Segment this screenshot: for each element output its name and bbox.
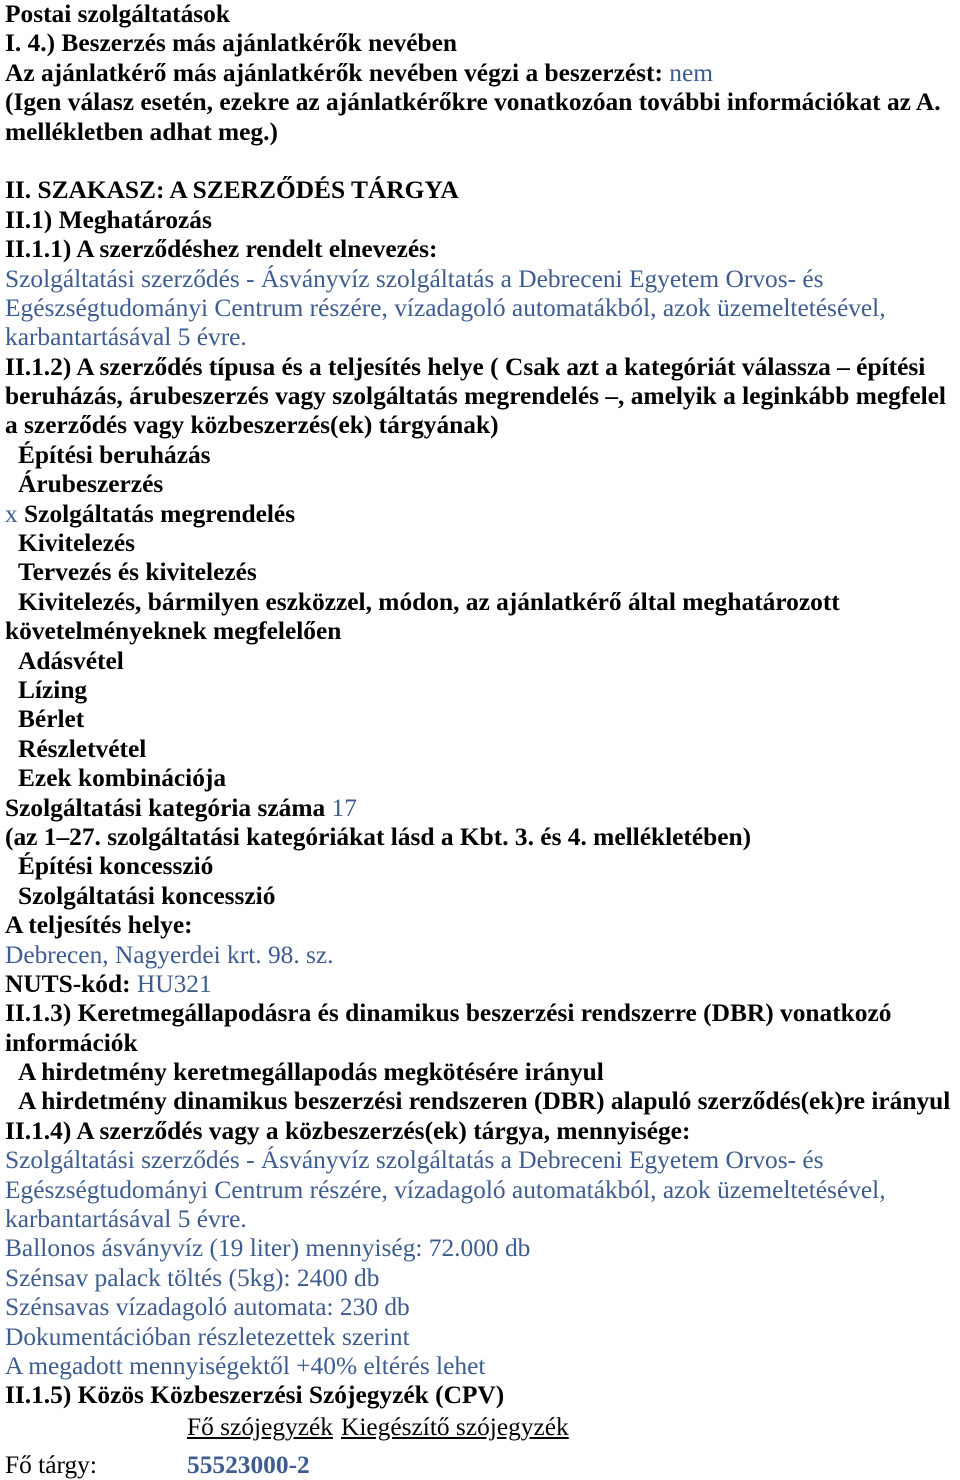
option-label: Kivitelezés <box>18 529 136 558</box>
concession-option <box>5 852 960 881</box>
works-option <box>5 529 960 558</box>
framework-option <box>5 1058 960 1087</box>
option-label: Lízing <box>18 675 88 704</box>
II-1-4-value-line: Ballonos ásványvíz (19 liter) mennyiség: 72.000 db <box>5 1234 531 1263</box>
option-label: Szolgáltatás megrendelés <box>24 499 296 528</box>
dps-option <box>5 1087 960 1116</box>
option-label: Szolgáltatási koncesszió <box>18 881 276 910</box>
II-1-5-label: II.1.5) Közös Közbeszerzési Szójegyzék (CPV) <box>5 1381 505 1410</box>
cpv-header-main: Fő szójegyzék <box>187 1413 333 1441</box>
cpv-main-code: 55523000-2 <box>187 1451 310 1479</box>
supply-option <box>5 647 960 676</box>
service-category-value: 17 <box>331 793 357 822</box>
section-II-heading: II. SZAKASZ: A SZERZŐDÉS TÁRGYA <box>5 176 459 205</box>
II-1-2-label-line: a szerződés vagy közbeszerzés(ek) tárgyának) <box>5 411 499 440</box>
contract-type-option <box>5 441 960 470</box>
II-1-4-value-line: Szénsav palack töltés (5kg): 2400 db <box>5 1263 380 1292</box>
II-1-4-value-line: Szolgáltatási szerződés - Ásványvíz szolgáltatás a Debreceni Egyetem Orvos- és <box>5 1146 824 1175</box>
option-label: Részletvétel <box>18 734 147 763</box>
option-label: A hirdetmény dinamikus beszerzési rendszeren (DBR) alapuló szerződés(ek)re irányul <box>18 1087 951 1116</box>
on-behalf-label: Az ajánlatkérő más ajánlatkérők nevében végzi a beszerzést: <box>5 58 663 87</box>
section-I4-heading: I. 4.) Beszerzés más ajánlatkérők nevében <box>5 29 458 58</box>
II-1-1-label: II.1.1) A szerződéshez rendelt elnevezés: <box>5 235 438 264</box>
option-label: Építési koncesszió <box>18 852 214 881</box>
cpv-row-label: Fő tárgy: <box>5 1451 97 1479</box>
option-label: Árubeszerzés <box>18 470 164 499</box>
nuts-row <box>5 970 960 999</box>
on-behalf-row <box>5 59 960 88</box>
works-option <box>5 558 960 587</box>
II-1-1-value-line: Szolgáltatási szerződés - Ásványvíz szolgáltatás a Debreceni Egyetem Orvos- és <box>5 264 824 293</box>
II-1-4-label: II.1.4) A szerződés vagy a közbeszerzés(ek) tárgya, mennyisége: <box>5 1116 691 1145</box>
II-1-4-value-line: Egészségtudományi Centrum részére, vízadagoló automatákból, azok üzemeltetésével, <box>5 1175 886 1204</box>
nuts-label: NUTS-kód: <box>5 969 131 998</box>
option-label: Adásvétel <box>18 646 124 675</box>
cpv-table-header <box>5 1413 960 1442</box>
concession-option <box>5 882 960 911</box>
supply-option <box>5 676 960 705</box>
II-1-3-label-line: II.1.3) Keretmegállapodásra és dinamikus beszerzési rendszerre (DBR) vonatkozó <box>5 999 892 1028</box>
II-1-2-label-line: beruházás, árubeszerzés vagy szolgáltatás megrendelés –, amelyik a leginkább megfelel <box>5 382 946 411</box>
option-mark: x <box>5 499 18 528</box>
option-label: Építési beruházás <box>18 440 211 469</box>
supply-option <box>5 735 960 764</box>
II-1-1-value-line: Egészségtudományi Centrum részére, vízadagoló automatákból, azok üzemeltetésével, <box>5 293 886 322</box>
blank-line <box>5 147 960 176</box>
supply-option <box>5 764 960 793</box>
II-1-4-value-line: Dokumentációban részletezettek szerint <box>5 1322 410 1351</box>
place-label: A teljesítés helye: <box>5 911 193 940</box>
on-behalf-note-line: (Igen válasz esetén, ezekre az ajánlatkérőkre vonatkozóan további információkat az A. <box>5 88 941 117</box>
cpv-table-row <box>5 1452 960 1478</box>
II-1-2-label-line: II.1.2) A szerződés típusa és a teljesítés helye ( Csak azt a kategóriát válassza – építési <box>5 352 926 381</box>
service-category-note: (az 1–27. szolgáltatási kategóriákat lásd a Kbt. 3. és 4. mellékletében) <box>5 822 752 851</box>
on-behalf-value: nem <box>669 58 713 87</box>
II-1-1-value-line: karbantartásával 5 évre. <box>5 323 247 352</box>
II-1-heading: II.1) Meghatározás <box>5 205 212 234</box>
II-1-3-label-line: információk <box>5 1028 138 1057</box>
on-behalf-note-line: mellékletben adhat meg.) <box>5 117 278 146</box>
works-option-continued: követelményeknek megfelelően <box>5 617 342 646</box>
option-label: Bérlet <box>18 705 85 734</box>
II-1-4-value-line: A megadott mennyiségektől +40% eltérés lehet <box>5 1351 486 1380</box>
preceding-activity-line: Postai szolgáltatások <box>5 0 230 28</box>
option-label: Kivitelezés, bármilyen eszközzel, módon, az ajánlatkérő által meghatározott <box>18 587 840 616</box>
option-label: A hirdetmény keretmegállapodás megkötésére irányul <box>18 1058 604 1087</box>
service-category-row <box>5 794 960 823</box>
II-1-4-value-line: Szénsavas vízadagoló automata: 230 db <box>5 1293 410 1322</box>
option-label: Tervezés és kivitelezés <box>18 558 257 587</box>
service-category-label: Szolgáltatási kategória száma <box>5 793 326 822</box>
II-1-4-value-line: karbantartásával 5 évre. <box>5 1205 247 1234</box>
document-body <box>5 0 960 1411</box>
supply-option <box>5 705 960 734</box>
option-label: Ezek kombinációja <box>18 764 227 793</box>
works-option <box>5 588 960 617</box>
cpv-header-supplementary: Kiegészítő szójegyzék <box>341 1413 569 1441</box>
contract-type-option-selected <box>5 500 960 529</box>
nuts-value: HU321 <box>136 969 212 998</box>
contract-type-option <box>5 470 960 499</box>
place-value: Debrecen, Nagyerdei krt. 98. sz. <box>5 940 334 969</box>
